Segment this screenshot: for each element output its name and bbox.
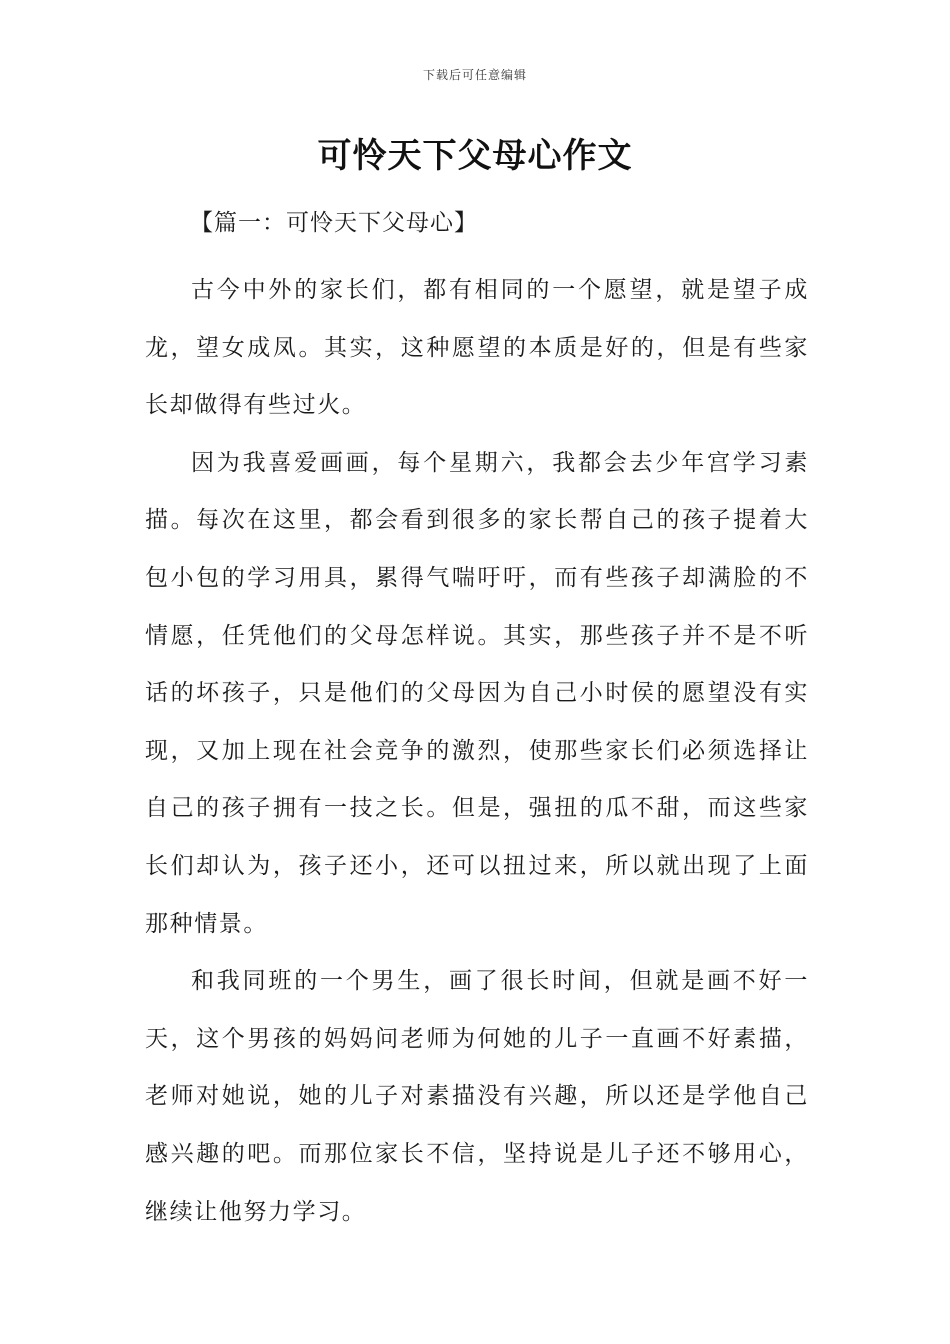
- paragraph: 古今中外的家长们，都有相同的一个愿望，就是望子成龙，望女成凤。其实，这种愿望的本质是好的，但是有些家长却做得有些过火。: [145, 277, 809, 419]
- document-body: [145, 262, 809, 1241]
- paragraph: 和我同班的一个男生，画了很长时间，但就是画不好一天，这个男孩的妈妈问老师为何她的儿子一直画不好素描，老师对她说，她的儿子对素描没有兴趣，所以还是学他自己感兴趣的吧。而那位家长不信，坚持说是儿子还不够用心，继续让他努力学习。: [145, 968, 809, 1225]
- document-title: 可怜天下父母心作文: [317, 136, 633, 176]
- section-heading: 【篇一：可怜天下父母心】: [190, 210, 478, 236]
- header-note: 下载后可任意编辑: [422, 68, 527, 82]
- paragraph: 因为我喜爱画画，每个星期六，我都会去少年宫学习素描。每次在这里，都会看到很多的家长帮自己的孩子提着大包小包的学习用具，累得气喘吁吁，而有些孩子却满脸的不情愿，任凭他们的父母怎样说。其实，那些孩子并不是不听话的坏孩子，只是他们的父母因为自己小时侯的愿望没有实现，又加上现在社会竞争的激烈，使那些家长们必须选择让自己的孩子拥有一技之长。但是，强扭的瓜不甜，而这些家长们却认为，孩子还小，还可以扭过来，所以就出现了上面那种情景。: [145, 449, 809, 937]
